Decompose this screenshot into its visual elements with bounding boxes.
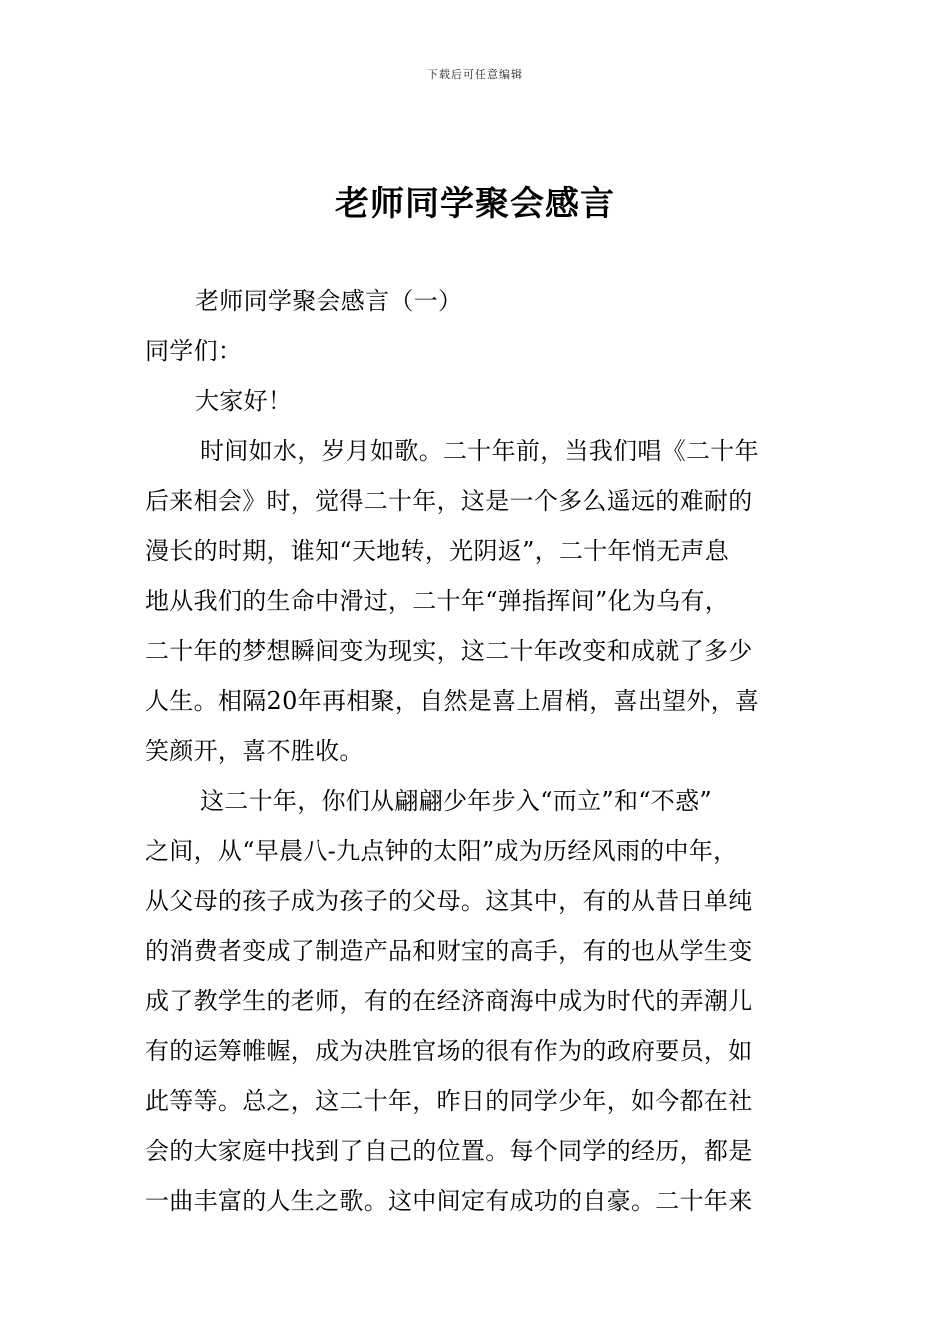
greeting: 大家好！ xyxy=(195,387,293,415)
paragraph-1-line: 时间如水，岁月如歌。二十年前，当我们唱《二十年 xyxy=(200,437,759,465)
paragraph-2-line: 成了教学生的老师，有的在经济商海中成为时代的弄潮儿 xyxy=(145,987,753,1015)
paragraph-1-line: 漫长的时期，谁知“天地转，光阴返”，二十年悄无声息 xyxy=(145,537,730,565)
header-note: 下载后可任意编辑 xyxy=(427,68,523,81)
paragraph-1-line: 后来相会》时，觉得二十年，这是一个多么遥远的难耐的 xyxy=(145,487,753,515)
document-body xyxy=(145,276,810,1226)
salutation: 同学们： xyxy=(145,337,243,365)
document-title: 老师同学聚会感言 xyxy=(335,184,615,224)
paragraph-2-line: 此等等。总之，这二十年，昨日的同学少年，如今都在社 xyxy=(145,1087,753,1115)
paragraph-2-line: 的消费者变成了制造产品和财宝的高手，有的也从学生变 xyxy=(145,937,753,965)
paragraph-1-line: 地从我们的生命中滑过，二十年“弹指挥间”化为乌有， xyxy=(145,587,730,615)
paragraph-2-line: 这二十年，你们从翩翩少年步入“而立”和“不惑” xyxy=(200,787,712,815)
paragraph-1-line: 二十年的梦想瞬间变为现实，这二十年改变和成就了多少 xyxy=(145,637,753,665)
paragraph-2-line: 之间，从“早晨八-九点钟的太阳”成为历经风雨的中年， xyxy=(145,837,738,865)
paragraph-1-line: 笑颜开，喜不胜收。 xyxy=(145,737,364,765)
section-heading: 老师同学聚会感言（一） xyxy=(195,287,463,315)
paragraph-2-line: 从父母的孩子成为孩子的父母。这其中，有的从昔日单纯 xyxy=(145,887,753,915)
paragraph-2-line: 会的大家庭中找到了自己的位置。每个同学的经历，都是 xyxy=(145,1137,753,1165)
paragraph-2-line: 有的运筹帷幄，成为决胜官场的很有作为的政府要员，如 xyxy=(145,1037,753,1065)
paragraph-2-line: 一曲丰富的人生之歌。这中间定有成功的自豪。二十年来 xyxy=(145,1187,753,1215)
paragraph-1-line: 人生。相隔20年再相聚，自然是喜上眉梢，喜出望外，喜 xyxy=(145,687,760,715)
